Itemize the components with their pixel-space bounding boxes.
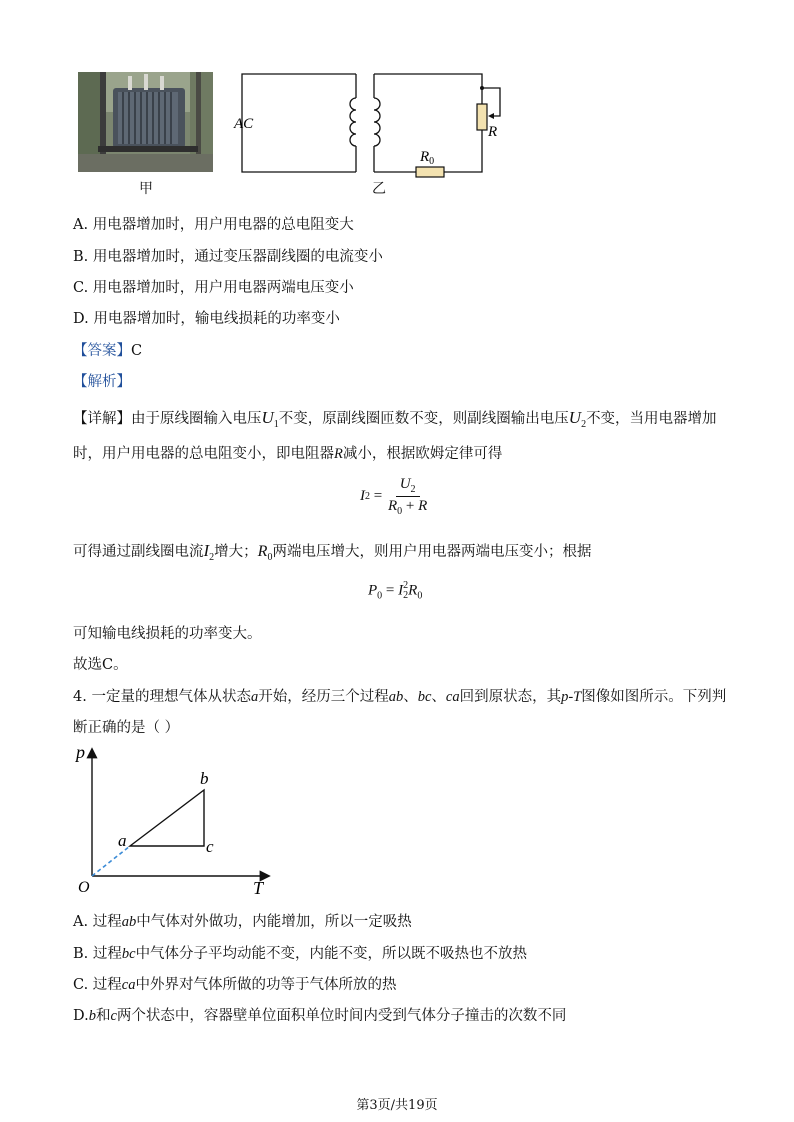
option-3b: B. 用电器增加时，通过变压器副线圈的电流变小 (73, 249, 383, 265)
fraction: $\frac{U_2}{R_0 + R}$ (387, 476, 428, 517)
point-a-label: a (118, 831, 127, 850)
origin-label: O (78, 879, 90, 896)
transformer-photo (78, 72, 213, 172)
option-4c: C. 过程ca中外界对气体所做的功等于气体所放的热 (73, 977, 397, 993)
pt-diagram (70, 740, 280, 900)
formula-ohm: I 2 = $\frac{U_2}{R_0 + R}$ (360, 476, 428, 517)
answer-label: 【答案】 (73, 343, 131, 359)
resistor-r0 (416, 167, 444, 177)
caption-yi: 乙 (372, 181, 386, 197)
analysis-para-3: 可得通过副线圈电流$I_2$增大；$R_0$两端电压增大，则用户用电器两端电压变小；根据 (73, 541, 592, 563)
axis-p-label: p (76, 742, 85, 762)
option-4b: B. 过程bc中气体分子平均动能不变，内能不变，所以既不吸热也不放热 (73, 946, 528, 962)
cycle-triangle (130, 790, 204, 846)
page-footer: 第3页/共19页 (356, 1098, 438, 1113)
r0-label: $R_0$ (420, 149, 435, 167)
ac-label: AC (234, 116, 254, 132)
transformer-photo-image (78, 72, 213, 172)
option-3c: C. 用电器增加时，用户用电器两端电压变小 (73, 280, 354, 296)
analysis-para-1: 【详解】由于原线圈输入电压$U_1$不变，原副线圈匝数不变，则副线圈输出电压$U_2$不变，当用电器增加 (73, 408, 717, 430)
point-b-label: b (200, 769, 209, 788)
dashed-extension (92, 846, 130, 876)
formula-power: $P_0 = I$ 2 2 $R_0$ (368, 580, 423, 602)
circuit-diagram (230, 64, 520, 194)
question-4-line-2: 断正确的是（ ） (73, 720, 180, 736)
option-3d: D. 用电器增加时，输电线损耗的功率变小 (73, 311, 340, 327)
r-label: R (488, 124, 498, 140)
option-3a: A. 用电器增加时，用户用电器的总电阻变大 (73, 217, 354, 233)
caption-jia: 甲 (139, 181, 153, 197)
question-4-line-1: 4. 一定量的理想气体从状态a开始，经历三个过程ab、bc、ca回到原状态，其p-T图像如图所示。下列判 (73, 689, 727, 705)
analysis-para-2: 时，用户用电器的总电阻变小，即电阻器R减小，根据欧姆定律可得 (73, 446, 503, 462)
answer-line (73, 339, 142, 360)
option-4a: A. 过程ab中气体对外做功，内能增加，所以一定吸热 (73, 914, 412, 930)
axis-t-label: T (253, 878, 264, 898)
analysis-para-4: 可知输电线损耗的功率变大。 (73, 626, 262, 642)
analysis-para-5: 故选C。 (73, 657, 128, 673)
point-c-label: c (206, 837, 214, 856)
answer-value: C (131, 343, 143, 359)
option-4d: D.b和c两个状态中，容器壁单位面积单位时间内受到气体分子撞击的次数不同 (73, 1008, 567, 1024)
analysis-label: 【解析】 (73, 374, 131, 390)
rheostat-r (477, 104, 487, 130)
